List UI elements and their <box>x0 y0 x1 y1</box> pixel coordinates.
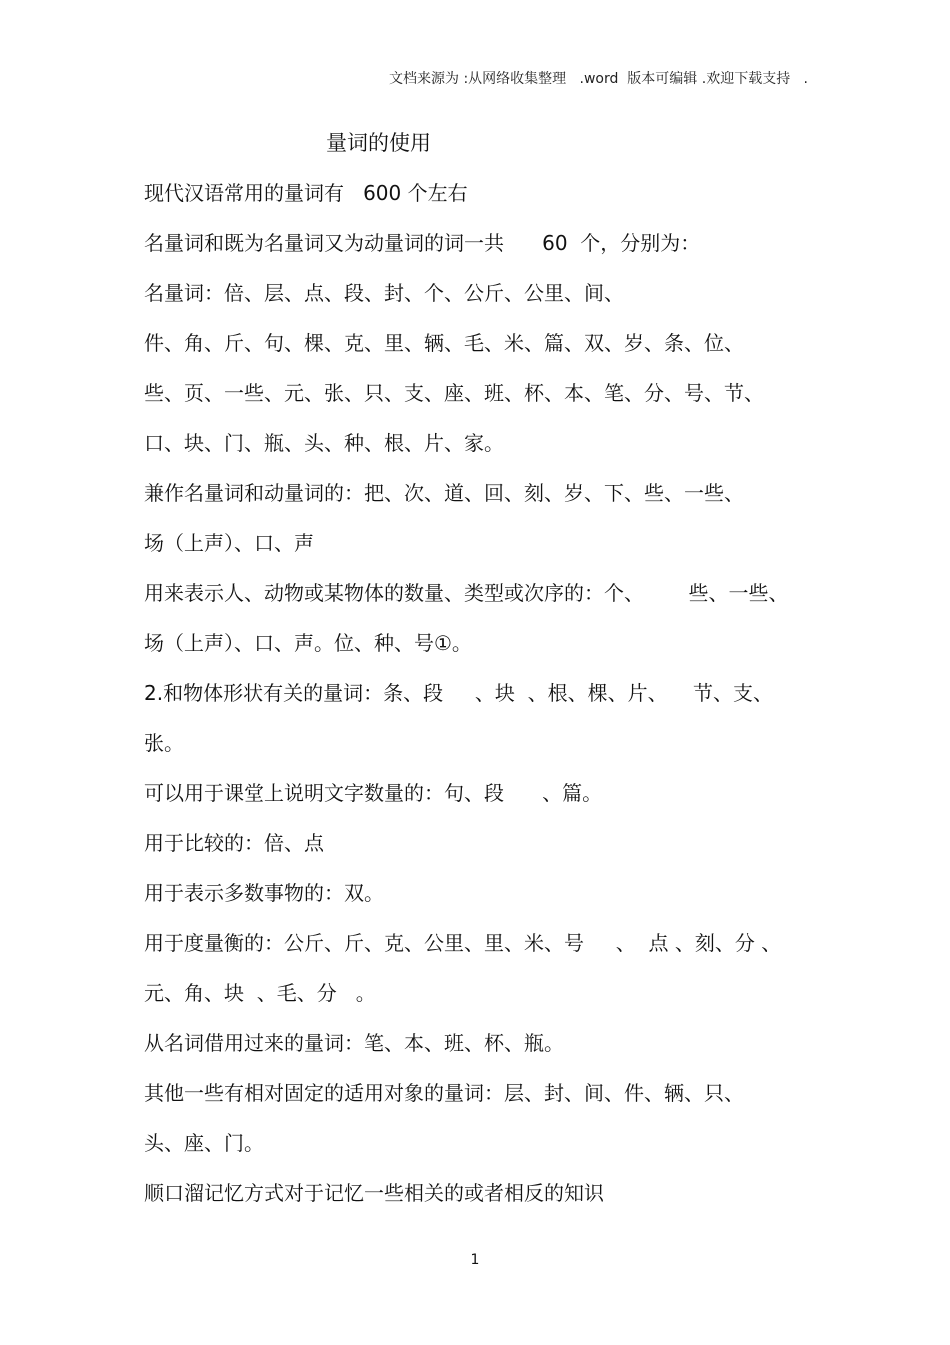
paragraph-line: 口、块、门、瓶、头、种、根、片、家。 <box>144 431 504 455</box>
paragraph-line: 场（上声）、口、声。位、种、号①。 <box>144 631 472 655</box>
paragraph-line: 用于表示多数事物的：双。 <box>144 881 384 905</box>
paragraph-line: 用于度量衡的：公斤、斤、克、公里、里、米、号 、 点 、刻、分 、 <box>144 931 782 955</box>
page-title: 量词的使用 <box>326 131 431 155</box>
paragraph-line: 些、页、一些、元、张、只、支、座、班、杯、本、笔、分、号、节、 <box>144 381 764 405</box>
paragraph-line: 顺口溜记忆方式对于记忆一些相关的或者相反的知识 <box>144 1181 604 1205</box>
paragraph-line: 张。 <box>144 731 184 755</box>
paragraph-line: 场（上声）、口、声 <box>144 531 314 555</box>
paragraph-line: 用于比较的：倍、点 <box>144 831 324 855</box>
paragraph-line: 名量词和既为名量词又为动量词的词一共 60 个，分别为： <box>144 231 701 255</box>
paragraph-line: 件、角、斤、句、棵、克、里、辆、毛、米、篇、双、岁、条、位、 <box>144 331 744 355</box>
paragraph-line: 可以用于课堂上说明文字数量的：句、段 、篇。 <box>144 781 603 805</box>
paragraph-line: 用来表示人、动物或某物体的数量、类型或次序的：个、 些、一些、 <box>144 581 789 605</box>
paragraph-line: 从名词借用过来的量词：笔、本、班、杯、瓶。 <box>144 1031 564 1055</box>
page-number: 1 <box>470 1252 480 1268</box>
paragraph-line: 元、角、块 、毛、分 。 <box>144 981 376 1005</box>
paragraph-line: 名量词：倍、层、点、段、封、个、公斤、公里、间、 <box>144 281 624 305</box>
paragraph-line: 其他一些有相对固定的适用对象的量词：层、封、间、件、辆、只、 <box>144 1081 744 1105</box>
paragraph-line: 现代汉语常用的量词有 600 个左右 <box>144 181 468 205</box>
header-note: 文档来源为 :从网络收集整理 .word 版本可编辑 .欢迎下载支持 . <box>389 71 808 87</box>
paragraph-line: 2.和物体形状有关的量词：条、段 、块 、根、棵、片、 节、支、 <box>144 681 774 705</box>
paragraph-line: 兼作名量词和动量词的：把、次、道、回、刻、岁、下、些、一些、 <box>144 481 744 505</box>
paragraph-line: 头、座、门。 <box>144 1131 264 1155</box>
